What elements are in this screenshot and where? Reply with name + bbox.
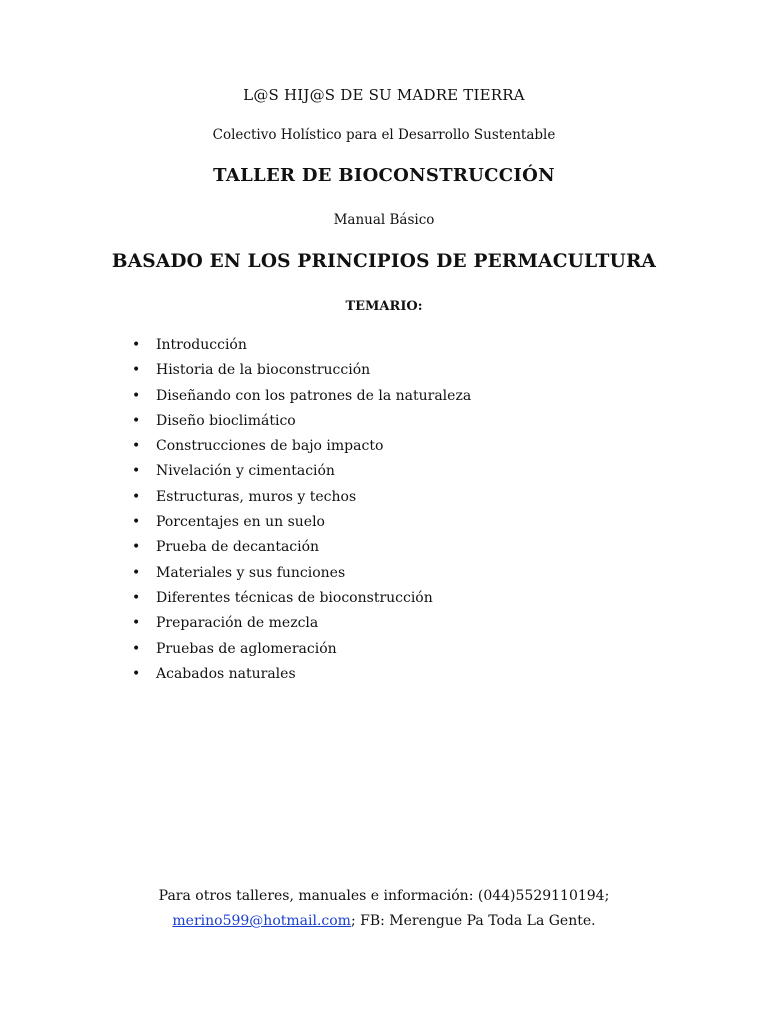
list-item [0,386,768,411]
topic-text: Historia de la bioconstrucción [156,362,371,379]
bullet-icon: • [132,412,141,429]
topic-text: Estructuras, muros y techos [156,488,357,505]
list-item [0,512,768,537]
bullet-icon: • [132,665,141,682]
topic-text: Porcentajes en un suelo [156,514,325,531]
bullet-icon: • [132,564,141,581]
topic-text: Acabados naturales [156,665,296,682]
bullet-icon: • [132,640,141,657]
list-item [0,664,768,689]
footer-social-line [0,913,768,929]
list-item [0,436,768,461]
workshop-title: TALLER DE BIOCONSTRUCCIÓN [213,165,555,186]
list-item [0,588,768,613]
topic-text: Prueba de decantación [156,539,320,556]
bullet-icon: • [132,387,141,404]
list-item [0,461,768,486]
bullet-icon: • [132,539,141,556]
list-item [0,639,768,664]
bullet-icon: • [132,514,141,531]
topic-text: Construcciones de bajo impacto [156,438,384,455]
manual-label: Manual Básico [333,212,435,228]
topic-text: Preparación de mezcla [156,615,319,632]
topic-text: Diseñando con los patrones de la naturaleza [156,387,472,404]
bullet-icon: • [132,488,141,505]
bullet-icon: • [132,589,141,606]
list-item [0,613,768,638]
topic-text: Materiales y sus funciones [156,564,346,581]
principles-heading: BASADO EN LOS PRINCIPIOS DE PERMACULTURA [111,251,657,272]
bullet-icon: • [132,337,141,353]
email-link[interactable]: merino599@hotmail.com [172,913,351,929]
bullet-icon: • [132,463,141,480]
bullet-icon: • [132,615,141,632]
topic-list [0,335,768,689]
list-item [0,411,768,436]
bullet-icon: • [132,438,141,455]
topic-text: Nivelación y cimentación [156,463,335,480]
list-item [0,537,768,562]
list-item [0,563,768,588]
list-item [0,360,768,385]
list-item [0,487,768,512]
organization-subtitle: Colectivo Holístico para el Desarrollo Sustentable [212,127,556,143]
temario-heading: TEMARIO: [345,299,423,314]
bullet-icon: • [132,362,141,379]
organization-name: L@S HIJ@S DE SU MADRE TIERRA [243,86,525,104]
topic-text: Pruebas de aglomeración [156,640,337,657]
footer-facebook-text: ; FB: Merengue Pa Toda La Gente. [350,913,596,929]
topic-text: Diseño bioclimático [156,412,296,429]
footer-contact-line: Para otros talleres, manuales e información: (044)5529110194; [158,888,610,904]
topic-text: Diferentes técnicas de bioconstrucción [156,589,433,606]
list-item [0,335,768,360]
topic-text: Introducción [156,337,247,353]
